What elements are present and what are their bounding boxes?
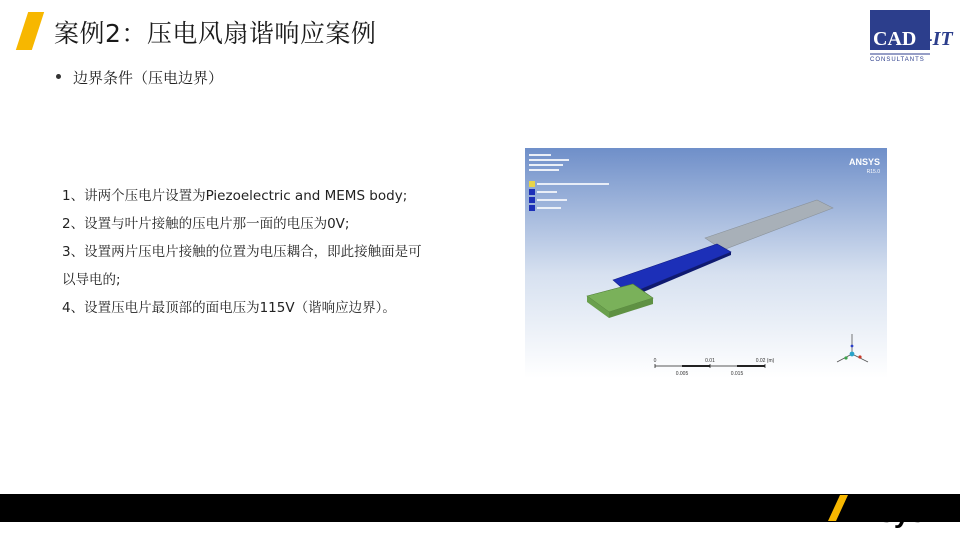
ansys-brand: ANSYS <box>848 157 880 167</box>
legend-swatch-4 <box>529 205 535 211</box>
svg-text:CONSULTANTS: CONSULTANTS <box>870 57 925 63</box>
ansys-logo-text: Ansys <box>841 497 926 528</box>
step-3-cont: 以导电的; <box>62 272 121 288</box>
title-accent-bar <box>16 12 44 50</box>
bullet-boundary-conditions <box>56 67 223 88</box>
scale-sublabel-0: 0.005 <box>675 371 689 377</box>
simulation-screenshot <box>525 148 887 378</box>
svg-text:CAD: CAD <box>873 28 917 50</box>
step-3: 3、设置两片压电片接触的位置为电压耦合，即此接触面是可 <box>62 244 422 260</box>
bullet-dot <box>56 74 61 79</box>
ansys-version: R15.0 <box>866 169 880 175</box>
cad-it-logo <box>870 10 958 64</box>
legend-swatch-2 <box>529 189 535 195</box>
scale-sublabel-1: 0.015 <box>730 371 744 377</box>
footer-bar <box>0 494 960 522</box>
legend-swatch-1 <box>529 181 535 187</box>
step-2: 2、设置与叶片接触的压电片那一面的电压为0V; <box>62 216 350 232</box>
legend-swatch-3 <box>529 197 535 203</box>
svg-text:-IT: -IT <box>926 28 953 50</box>
scale-label-0: 0 <box>653 358 657 364</box>
scale-label-1: 0.01 <box>705 358 715 364</box>
bullet-text: 边界条件（压电边界） <box>73 69 224 87</box>
step-1: 1、讲两个压电片设置为Piezoelectric and MEMS body; <box>62 188 408 204</box>
step-4: 4、设置压电片最顶部的面电压为115V（谐响应边界）。 <box>62 300 396 316</box>
ansys-logo <box>826 491 938 529</box>
page-title: 案例2：压电风扇谐响应案例 <box>54 19 377 48</box>
scale-label-2: 0.02 (m) <box>755 358 775 364</box>
steps-list <box>62 182 502 322</box>
